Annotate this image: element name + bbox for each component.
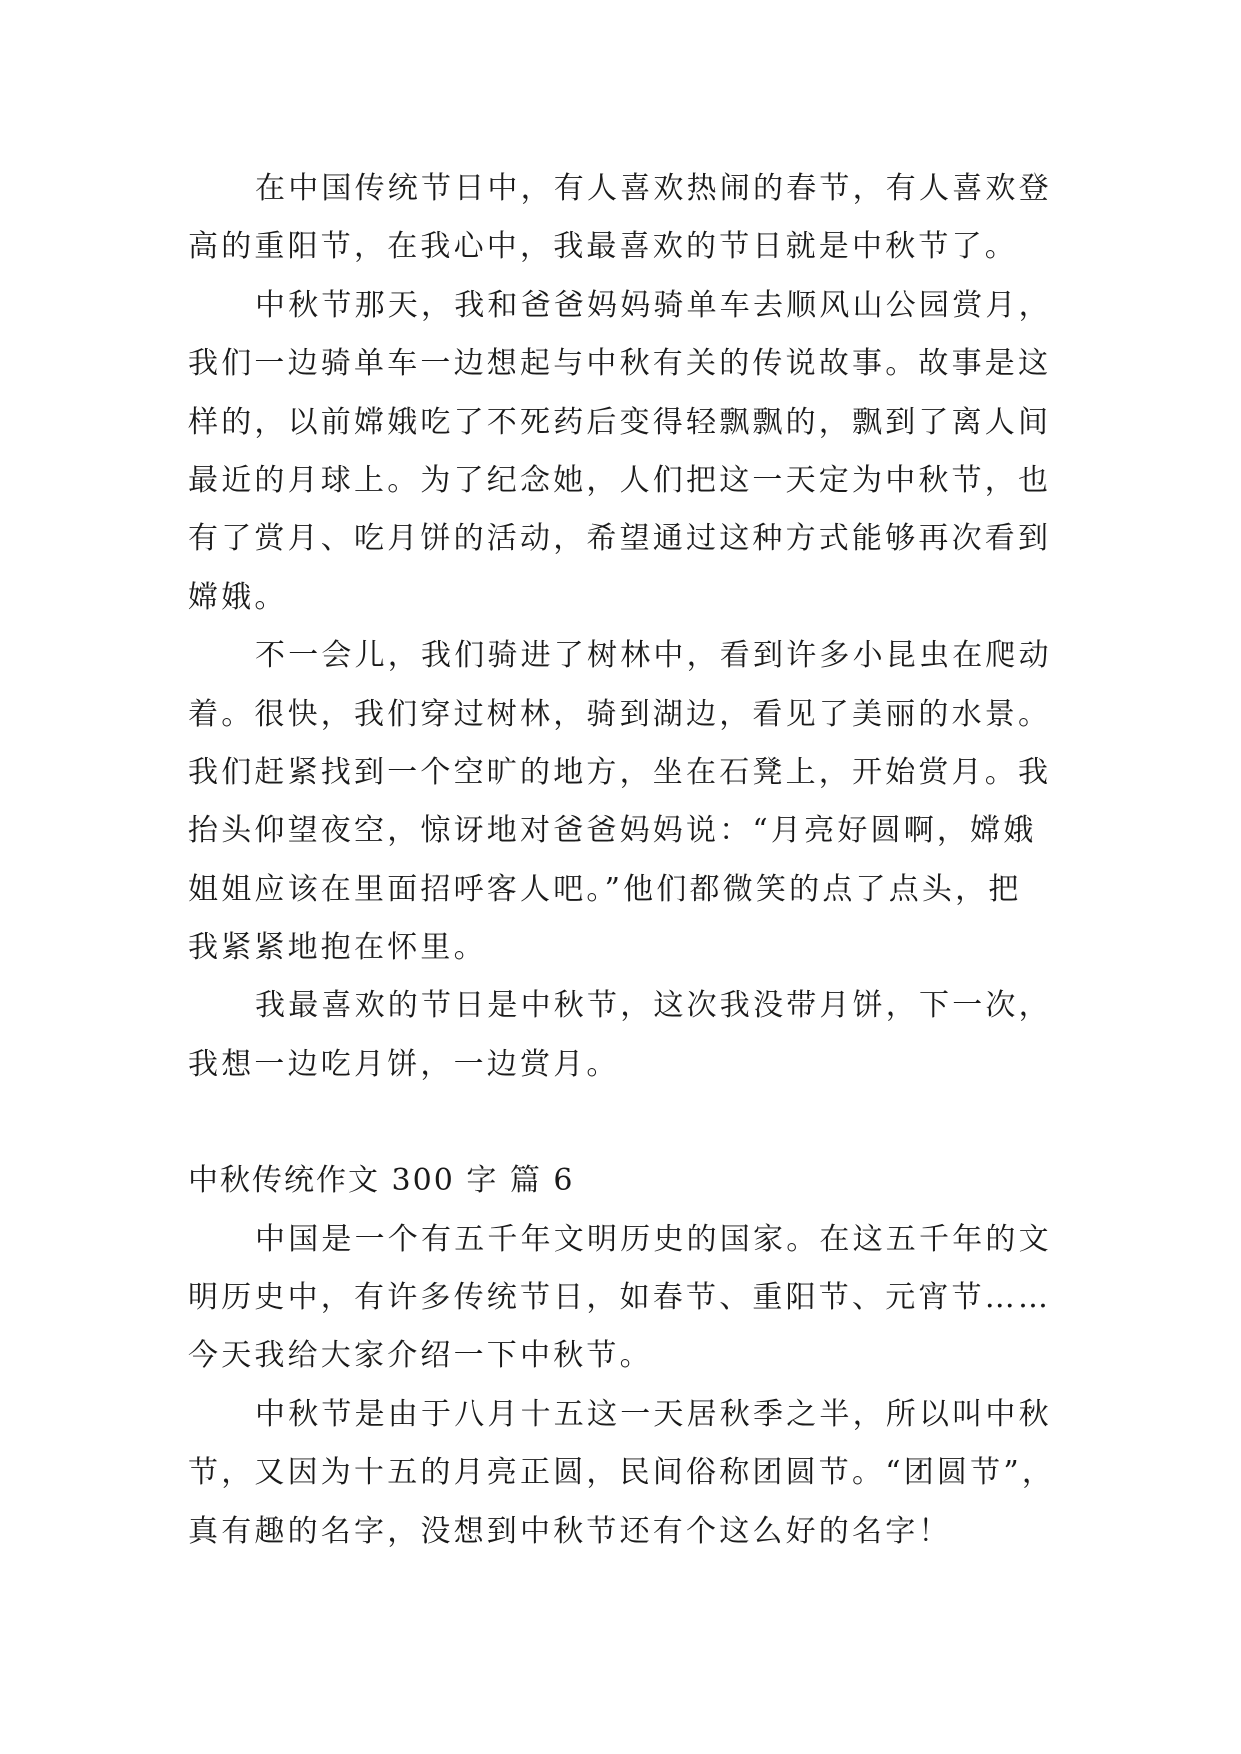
- text-line: 节，又因为十五的月亮正圆，民间俗称团圆节。“团圆节”，: [188, 1455, 1056, 1491]
- text-line: 中国是一个有五千年文明历史的国家。在这五千年的文: [255, 1221, 1052, 1257]
- essay-title: 中秋传统作文 300 字 篇 6: [188, 1163, 575, 1199]
- text-line: 我最喜欢的节日是中秋节，这次我没带月饼，下一次，: [255, 988, 1052, 1024]
- text-line: 高的重阳节，在我心中，我最喜欢的节日就是中秋节了。: [188, 229, 1018, 265]
- text-line: 我想一边吃月饼，一边赏月。: [188, 1046, 620, 1082]
- text-line: 姐姐应该在里面招呼客人吧。”他们都微笑的点了点头，把: [188, 871, 1022, 907]
- text-line: 嫦娥。: [188, 579, 288, 615]
- text-line: 中秋节那天，我和爸爸妈妈骑单车去顺风山公园赏月，: [255, 287, 1052, 323]
- text-line: 抬头仰望夜空，惊讶地对爸爸妈妈说：“月亮好圆啊，嫦娥: [188, 813, 1037, 849]
- text-line: 今天我给大家介绍一下中秋节。: [188, 1338, 653, 1374]
- text-line: 明历史中，有许多传统节日，如春节、重阳节、元宵节……: [188, 1280, 1052, 1316]
- section-spacer: [188, 1094, 1058, 1152]
- text-line: 最近的月球上。为了纪念她，人们把这一天定为中秋节，也: [188, 462, 1052, 498]
- text-line: 不一会儿，我们骑进了树林中，看到许多小昆虫在爬动: [255, 638, 1052, 674]
- paragraph: [188, 277, 1058, 627]
- paragraph: [188, 160, 1058, 277]
- document-body: [188, 160, 1058, 1561]
- paragraph: [188, 977, 1058, 1094]
- text-line: 我紧紧地抱在怀里。: [188, 930, 487, 966]
- paragraph: [188, 627, 1058, 977]
- text-line: 真有趣的名字，没想到中秋节还有个这么好的名字！: [188, 1513, 952, 1549]
- text-line: 着。很快，我们穿过树林，骑到湖边，看见了美丽的水景。: [188, 696, 1052, 732]
- text-line: 样的，以前嫦娥吃了不死药后变得轻飘飘的，飘到了离人间: [188, 404, 1052, 440]
- text-line: 有了赏月、吃月饼的活动，希望通过这种方式能够再次看到: [188, 521, 1052, 557]
- text-line: 我们赶紧找到一个空旷的地方，坐在石凳上，开始赏月。我: [188, 754, 1052, 790]
- paragraph: [188, 1211, 1058, 1386]
- text-line: 在中国传统节日中，有人喜欢热闹的春节，有人喜欢登: [255, 171, 1052, 206]
- text-line: 我们一边骑单车一边想起与中秋有关的传说故事。故事是这: [188, 346, 1052, 382]
- text-line: 中秋节是由于八月十五这一天居秋季之半，所以叫中秋: [255, 1396, 1052, 1432]
- paragraph: [188, 1386, 1058, 1561]
